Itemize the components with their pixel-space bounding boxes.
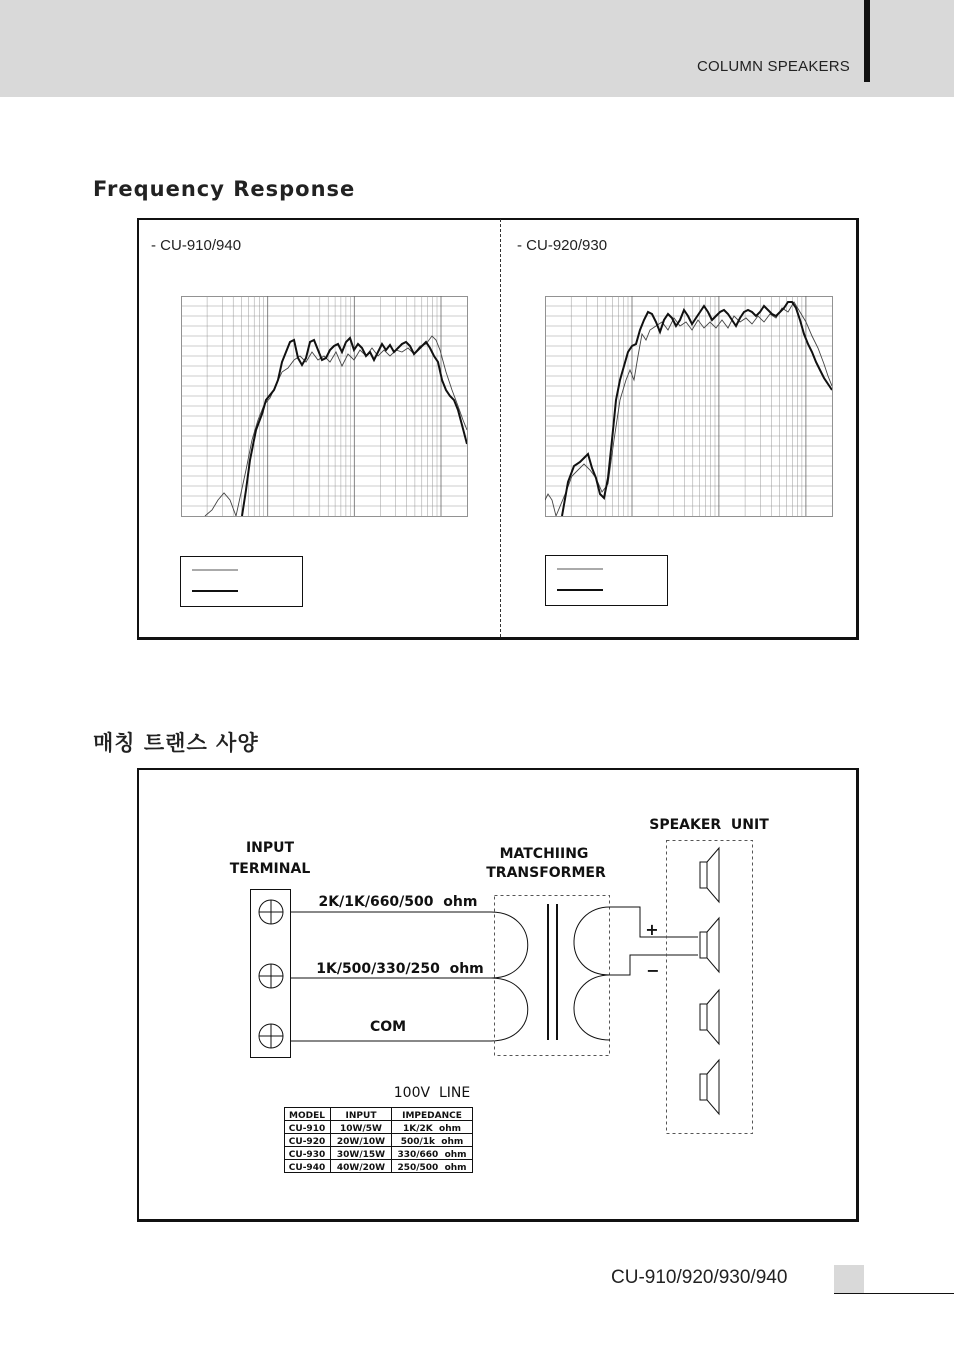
header-title: COLUMN SPEAKERS xyxy=(696,58,850,75)
table-header-input: INPUT xyxy=(345,1111,377,1121)
frequency-response-title: Frequency Response xyxy=(93,177,356,201)
table-row xyxy=(289,1137,464,1147)
speaker-icon xyxy=(700,1060,719,1114)
tap-2-label: 1K/500/330/250 ohm xyxy=(316,961,484,977)
table-cell-impedance: 1K/2K ohm xyxy=(403,1124,461,1134)
minus-sign: − xyxy=(646,961,660,980)
footer-model-number: CU-910/920/930/940 xyxy=(611,1267,788,1288)
table-cell-input: 10W/5W xyxy=(340,1124,382,1134)
transformer-label-2: TRANSFORMER xyxy=(486,865,606,881)
input-terminal-label-2: TERMINAL xyxy=(229,861,311,877)
terminal-screw-icon xyxy=(259,900,283,924)
table-cell-model: CU-930 xyxy=(288,1150,326,1160)
table-cell-impedance: 330/660 ohm xyxy=(397,1150,467,1160)
tap-3-label: COM xyxy=(369,1019,407,1035)
spec-table-header xyxy=(289,1111,462,1121)
terminal-screw-icon xyxy=(259,964,283,988)
terminal-screw-icon xyxy=(259,1024,283,1048)
table-cell-impedance: 500/1k ohm xyxy=(400,1137,464,1147)
table-cell-model: CU-920 xyxy=(288,1137,326,1147)
table-header-model: MODEL xyxy=(289,1111,325,1121)
table-cell-model: CU-940 xyxy=(288,1163,326,1173)
table-row xyxy=(289,1150,467,1160)
line-voltage-label: 100V LINE xyxy=(393,1085,471,1101)
transformer-label-1: MATCHIING xyxy=(499,846,589,862)
table-header-impedance: IMPEDANCE xyxy=(402,1111,462,1121)
transformer-box xyxy=(495,896,610,1056)
table-cell-impedance: 250/500 ohm xyxy=(397,1163,467,1173)
graph-left-label: - CU-910/940 xyxy=(151,237,242,254)
table-cell-model: CU-910 xyxy=(288,1124,326,1134)
table-cell-input: 30W/15W xyxy=(336,1150,386,1160)
footer-rule xyxy=(834,1293,954,1294)
graph-right-label: - CU-920/930 xyxy=(517,237,608,254)
tap-1-label: 2K/1K/660/500 ohm xyxy=(318,894,478,910)
speaker-unit-label: SPEAKER UNIT xyxy=(649,817,769,833)
table-cell-input: 20W/10W xyxy=(336,1137,386,1147)
speaker-icon xyxy=(700,990,719,1044)
footer-page-box xyxy=(834,1265,864,1293)
plus-sign: + xyxy=(645,920,659,939)
input-terminal-label-1: INPUT xyxy=(245,840,295,856)
table-row xyxy=(289,1124,461,1134)
speaker-icon xyxy=(700,848,719,902)
secondary-wiring xyxy=(574,907,698,1040)
table-row xyxy=(289,1163,467,1173)
matching-transformer-title: 매칭 트랜스 사양 xyxy=(93,731,259,755)
table-cell-input: 40W/20W xyxy=(336,1163,386,1173)
speaker-icon xyxy=(700,918,719,972)
